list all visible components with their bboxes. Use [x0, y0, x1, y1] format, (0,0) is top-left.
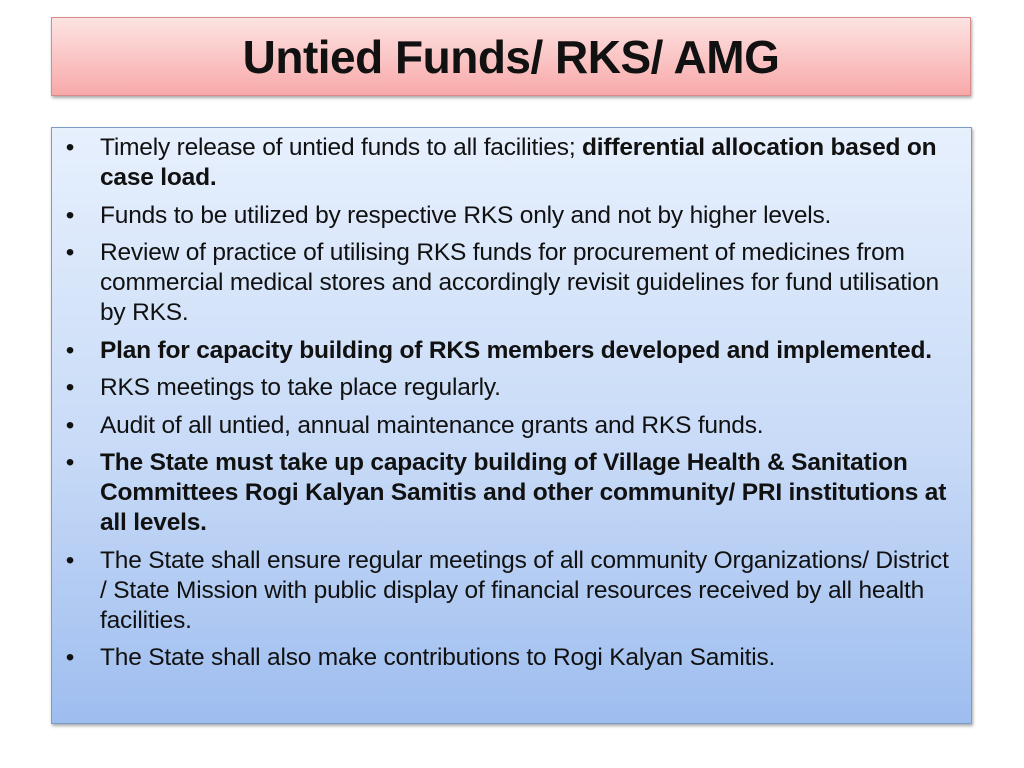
- bullet-text: Audit of all untied, annual maintenance grants and RKS funds.: [100, 411, 764, 439]
- bullet-item: [52, 643, 961, 673]
- bullet-item: [52, 373, 961, 403]
- bullet-text: The State shall ensure regular meetings of all community Organizations/ District / State Mission with public display of financial resources received by all health facilities.: [100, 546, 949, 634]
- bullet-text-bold: differential allocation based on case load.: [100, 134, 937, 191]
- bullet-item: [52, 238, 961, 328]
- bullet-text: The State shall also make contributions to Rogi Kalyan Samitis.: [100, 644, 776, 671]
- bullet-list: [52, 133, 961, 673]
- bullet-item: [52, 448, 961, 538]
- bullet-text: Timely release of untied funds to all facilities;: [100, 134, 583, 161]
- bullet-item: [52, 411, 961, 441]
- bullet-dot-icon: •: [65, 411, 75, 439]
- bullet-text-bold: The State must take up capacity building of Village Health & Sanitation Committees Rogi Kalyan Samitis and other community/ PRI institutions at all levels.: [100, 449, 947, 536]
- bullet-text-bold: Plan for capacity building of RKS members developed and implemented.: [100, 336, 932, 364]
- bullet-dot-icon: •: [65, 201, 75, 229]
- title-banner: [51, 17, 971, 96]
- bullet-item: [52, 336, 961, 366]
- bullet-dot-icon: •: [65, 449, 75, 476]
- bullet-dot-icon: •: [65, 644, 75, 671]
- bullet-text: Funds to be utilized by respective RKS only and not by higher levels.: [100, 201, 832, 229]
- bullet-item: [52, 201, 961, 231]
- bullet-dot-icon: •: [65, 239, 75, 266]
- slide-title: Untied Funds/ RKS/ AMG: [242, 30, 780, 83]
- bullet-text: RKS meetings to take place regularly.: [100, 374, 501, 401]
- bullet-text: Review of practice of utilising RKS funds for procurement of medicines from commercial medical stores and accordingly revisit guidelines for fund utilisation by RKS.: [100, 239, 939, 326]
- bullet-dot-icon: •: [65, 374, 75, 401]
- bullet-item: [52, 546, 961, 636]
- content-panel: [51, 127, 972, 724]
- bullet-dot-icon: •: [65, 134, 75, 161]
- bullet-item: [52, 133, 961, 193]
- bullet-dot-icon: •: [65, 546, 75, 574]
- bullet-dot-icon: •: [65, 336, 75, 364]
